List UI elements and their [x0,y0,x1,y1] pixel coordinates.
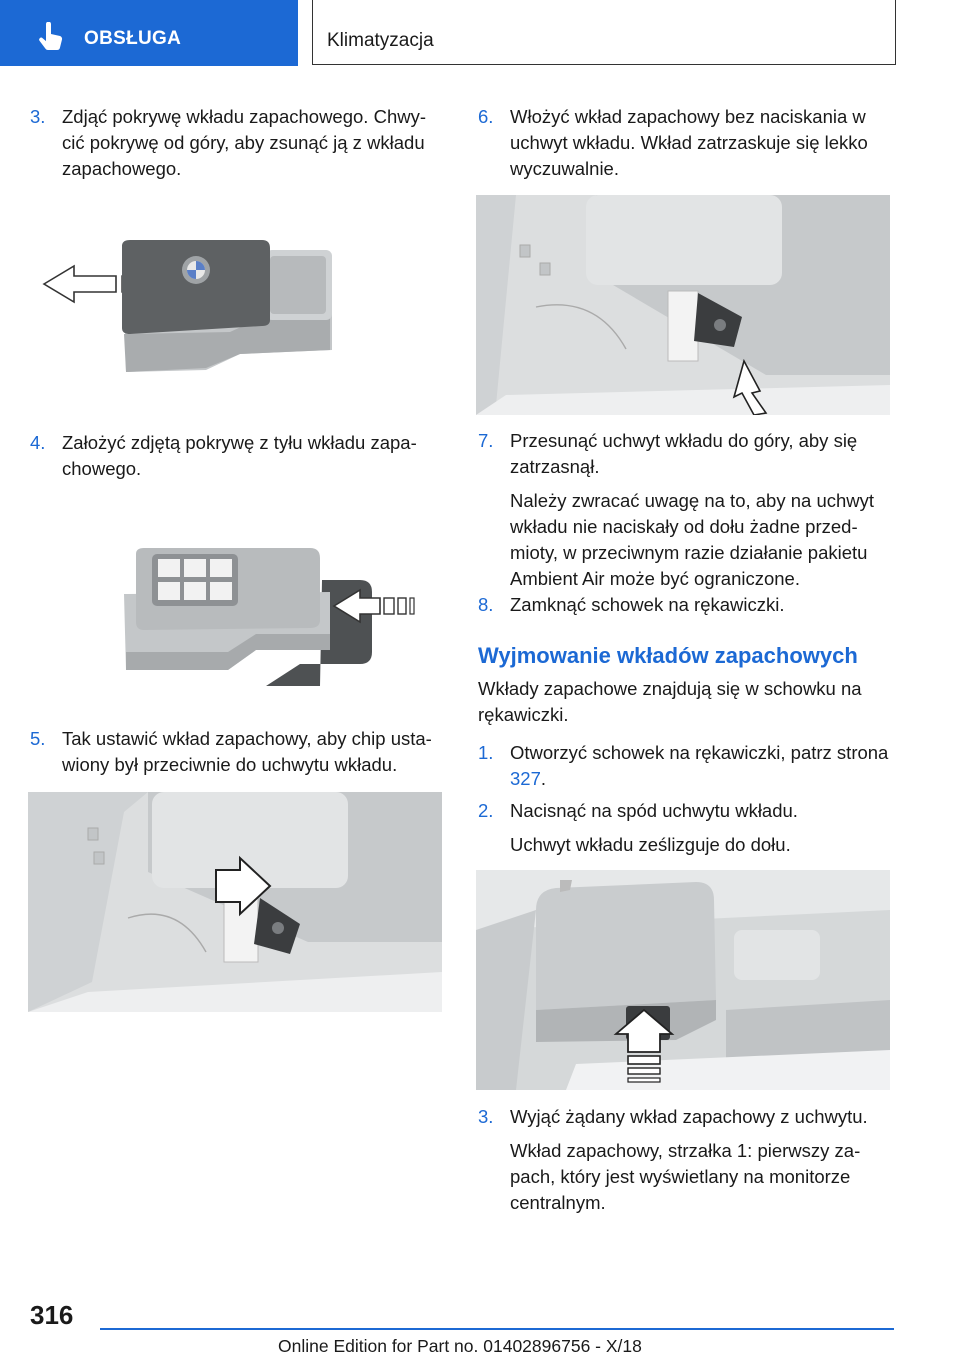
section-heading: Wyjmowanie wkładów zapachowych [478,643,858,668]
illustration-remove-cover [30,222,442,394]
illustration-press-holder [476,870,890,1090]
removal-step-2: 2. Nacisnąć na spód uchwytu wkładu. Uchwyt wkładu ześlizguje do dołu. [478,798,892,858]
arrow-left-icon [44,266,134,302]
step-7-note: Należy zwracać uwagę na to, aby na uchwyt wkładu nie naciskały od dołu żadne przedmioty, w przeciwnym razie działanie pakietu Ambient Air może być ograniczone. [510,490,875,589]
removal-step-1: 1. Otworzyć schowek na rękawiczki, patrz strona 327. [478,742,889,789]
removal-step-2-note: Uchwyt wkładu ześlizguje do dołu. [510,834,791,855]
footer-edition: Online Edition for Part no. 01402896756 - X/18 [278,1336,642,1356]
hand-pointer-icon [38,22,64,52]
illustration-holder-orientation [28,792,442,1012]
step-4: 4. Założyć zdjętą pokrywę z tyłu wkładu zapachowego. [30,432,417,479]
step-7: 7. Przesunąć uchwyt wkładu do góry, aby się zatrzasnął. Należy zwracać uwagę na to, aby na uchwyt wkładu nie naciskały od dołu żadne przedmioty, w przeciwnym razie działanie pakietu Ambient Air może być ograniczone. [478,428,892,592]
footer-divider [100,1328,894,1330]
step-8: 8. Zamknąć schowek na rękawiczki. [478,594,785,615]
step-3: 3. Zdjąć pokrywę wkładu zapachowego. Chwycić pokrywę od góry, aby zsunąć ją z wkładu zapachowego. [30,106,427,179]
chapter-title: Klimatyzacja [327,30,434,51]
page-reference-link[interactable]: 327 [510,768,541,789]
removal-step-3: 3. Wyjąć żądany wkład zapachowy z uchwytu. Wkład zapachowy, strzałka 1: pierwszy zapach, który jest wyświetlany na monitorze centralnym. [478,1104,892,1216]
section-tab[interactable] [0,0,298,66]
page-number: 316 [30,1300,74,1330]
illustration-attach-cover [30,540,442,690]
illustration-insert-cartridge [476,195,890,415]
step-5: 5. Tak ustawić wkład zapachowy, aby chip ustawiony był przeciwnie do uchwytu wkładu. [30,728,432,775]
section-intro: Wkłady zapachowe znajdują się w schowku na rękawiczki. [478,678,862,725]
step-6: 6. Włożyć wkład zapachowy bez naciskania w uchwyt wkładu. Wkład zatrzaskuje się lekko wyczuwalnie. [478,106,868,179]
section-tab-label: OBSŁUGA [84,28,182,49]
removal-step-3-note: Wkład zapachowy, strzałka 1: pierwszy zapach, który jest wyświetlany na monitorze centralnym. [510,1140,861,1213]
chapter-header [312,0,896,65]
